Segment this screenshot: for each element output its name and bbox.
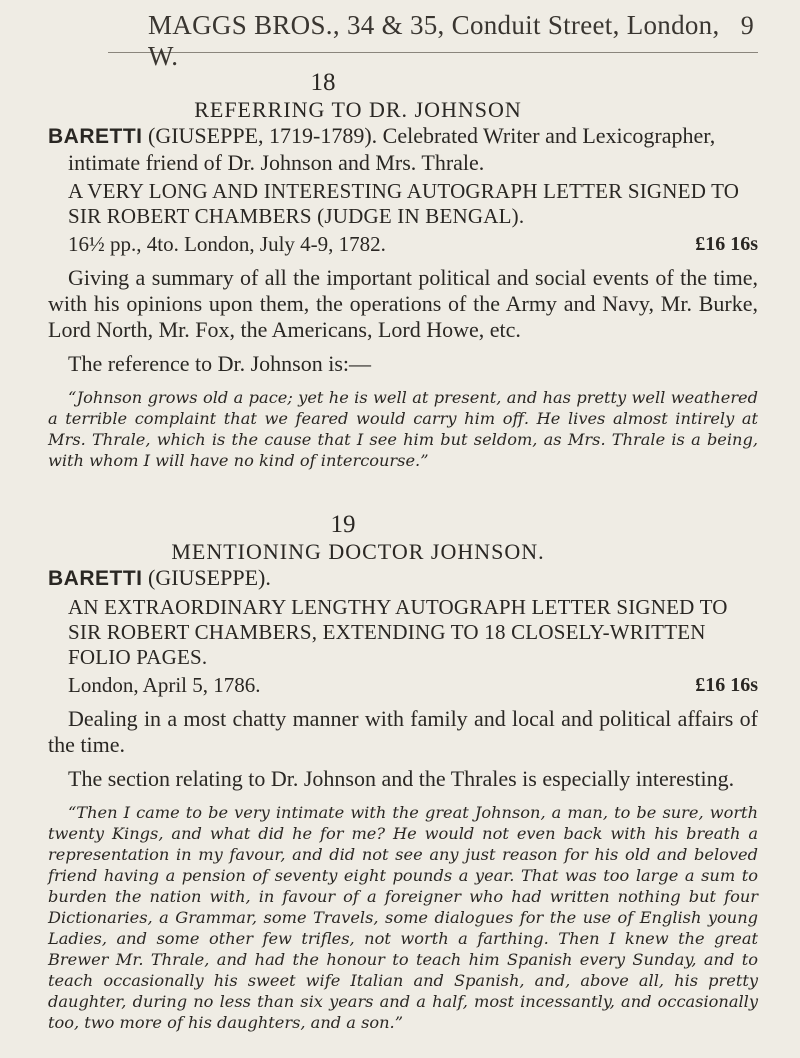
lot-heading: MENTIONING DOCTOR JOHNSON. — [171, 539, 545, 564]
item-price: £16 16s — [695, 233, 758, 255]
author-details: (GIUSEPPE, 1719-1789). Celebrated Writer and Lexicographer, intimate friend of Dr. Johnson and Mrs. Thrale. — [68, 123, 716, 175]
item-description: Giving a summary of all the important political and social events of the time, with his opinions upon them, the operations of the Army and Navy, Mr. Burke, Lord North, Mr. Fox, the Americans, Lord Howe, etc. — [48, 265, 758, 342]
entry-author — [48, 565, 758, 592]
lot-heading: REFERRING TO DR. JOHNSON — [194, 97, 522, 122]
quoted-passage: “Johnson grows old a pace; yet he is well at present, and has pretty well weathered a terrible complaint that we feared would carry him off. He lives almost intirely at Mrs. Thrale, which is the cause that I see him but seldom, as Mrs. Thrale is a being, with whom I will have no kind of intercourse.” — [48, 388, 758, 470]
quoted-passage: “Then I came to be very intimate with the great Johnson, a man, to be sure, worth twenty Kings, and what did he for me? He would not even back with his breath a representation in my favour, and did not see any just reason for his old and beloved friend having a pension of seventy eight pounds a year. That was too large a sum to burden the nation with, in favour of a foreigner who had written nothing but four Dictionaries, a Grammar, some Travels, some dialogues for the use of English young Ladies, and some other few trifles, not worth a farthing. Then I knew the great Brewer Mr. Thrale, and had the honour to teach him Spanish every Sunday, and to teach occasionally his sweet wife Italian and Spanish, and, above all, his pretty daughter, during no less than six years and a half, most incessantly, and occasionally too, two more of his daughters, and a son.” — [48, 803, 758, 1032]
running-head — [48, 10, 758, 71]
item-format: London, April 5, 1786. — [68, 673, 261, 697]
format-line — [48, 672, 758, 698]
lot-entry — [48, 511, 758, 1033]
lot-number: 19 — [330, 511, 356, 538]
item-title: A VERY LONG AND INTERESTING AUTOGRAPH LETTER SIGNED TO SIR ROBERT CHAMBERS (JUDGE IN BENGAL). — [68, 179, 740, 228]
author-surname: BARETTI — [48, 567, 143, 590]
reference-intro: The reference to Dr. Johnson is:— — [68, 351, 372, 376]
item-format: 16½ pp., 4to. London, July 4-9, 1782. — [68, 232, 386, 256]
entry-author — [48, 123, 758, 176]
lot-entry — [48, 69, 758, 471]
author-details: (GIUSEPPE). — [142, 565, 271, 590]
running-title: MAGGS BROS., 34 & 35, Conduit Street, London, W. — [148, 10, 720, 71]
item-title: AN EXTRAORDINARY LENGTHY AUTOGRAPH LETTER SIGNED TO SIR ROBERT CHAMBERS, EXTENDING TO 18 CLOSELY-WRITTEN FOLIO PAGES. — [68, 595, 728, 669]
page-number: 9 — [740, 11, 754, 40]
author-surname: BARETTI — [48, 125, 143, 148]
lot-number: 18 — [310, 69, 336, 96]
section-note: The section relating to Dr. Johnson and the Thrales is especially interesting. — [68, 766, 735, 791]
format-line — [48, 231, 758, 257]
item-price: £16 16s — [695, 674, 758, 696]
item-description: Dealing in a most chatty manner with family and local and political affairs of the time. — [48, 706, 758, 757]
